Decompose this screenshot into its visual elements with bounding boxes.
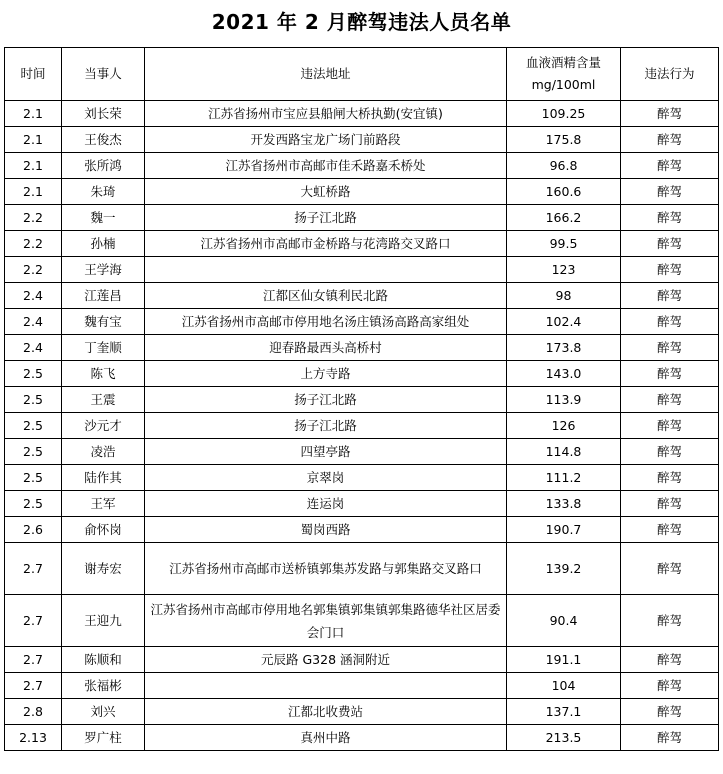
cell-behavior: 醉驾 (621, 101, 719, 127)
cell-bac: 102.4 (507, 309, 621, 335)
cell-address: 扬子江北路 (145, 413, 507, 439)
cell-address: 连运岗 (145, 491, 507, 517)
table-row (5, 335, 719, 361)
cell-person: 王学海 (62, 257, 145, 283)
cell-address: 扬子江北路 (145, 205, 507, 231)
cell-bac: 133.8 (507, 491, 621, 517)
cell-person: 陈顺和 (62, 647, 145, 673)
cell-bac: 190.7 (507, 517, 621, 543)
cell-date: 2.5 (5, 439, 62, 465)
cell-date: 2.7 (5, 647, 62, 673)
cell-date: 2.6 (5, 517, 62, 543)
cell-date: 2.1 (5, 179, 62, 205)
cell-person: 凌浩 (62, 439, 145, 465)
cell-address: 江都北收费站 (145, 699, 507, 725)
cell-address: 开发西路宝龙广场门前路段 (145, 127, 507, 153)
cell-address: 蜀岗西路 (145, 517, 507, 543)
table-row (5, 309, 719, 335)
cell-date: 2.5 (5, 387, 62, 413)
cell-date: 2.1 (5, 153, 62, 179)
cell-behavior: 醉驾 (621, 465, 719, 491)
cell-behavior: 醉驾 (621, 413, 719, 439)
cell-behavior: 醉驾 (621, 595, 719, 647)
cell-address: 元辰路 G328 涵洞附近 (145, 647, 507, 673)
cell-person: 俞怀岗 (62, 517, 145, 543)
cell-person: 孙楠 (62, 231, 145, 257)
table-row (5, 101, 719, 127)
cell-behavior: 醉驾 (621, 309, 719, 335)
cell-bac: 111.2 (507, 465, 621, 491)
violators-table (4, 47, 719, 751)
cell-bac: 166.2 (507, 205, 621, 231)
cell-behavior: 醉驾 (621, 699, 719, 725)
cell-bac: 191.1 (507, 647, 621, 673)
cell-person: 陆作其 (62, 465, 145, 491)
cell-date: 2.5 (5, 361, 62, 387)
column-header-behavior: 违法行为 (621, 48, 719, 101)
cell-date: 2.8 (5, 699, 62, 725)
cell-date: 2.2 (5, 205, 62, 231)
table-body (5, 101, 719, 751)
cell-address: 四望亭路 (145, 439, 507, 465)
cell-date: 2.4 (5, 283, 62, 309)
cell-behavior: 醉驾 (621, 205, 719, 231)
table-row (5, 127, 719, 153)
cell-person: 沙元才 (62, 413, 145, 439)
cell-behavior: 醉驾 (621, 127, 719, 153)
cell-behavior: 醉驾 (621, 491, 719, 517)
cell-person: 罗广柱 (62, 725, 145, 751)
cell-date: 2.7 (5, 673, 62, 699)
table-row (5, 465, 719, 491)
cell-date: 2.7 (5, 595, 62, 647)
cell-person: 江莲昌 (62, 283, 145, 309)
cell-address: 江苏省扬州市高邮市金桥路与花湾路交叉路口 (145, 231, 507, 257)
cell-bac: 126 (507, 413, 621, 439)
cell-behavior: 醉驾 (621, 361, 719, 387)
cell-person: 王震 (62, 387, 145, 413)
cell-bac: 96.8 (507, 153, 621, 179)
table-row (5, 231, 719, 257)
table-row (5, 699, 719, 725)
cell-bac: 109.25 (507, 101, 621, 127)
cell-date: 2.4 (5, 335, 62, 361)
cell-address: 扬子江北路 (145, 387, 507, 413)
table-row (5, 517, 719, 543)
cell-date: 2.5 (5, 491, 62, 517)
table-row (5, 543, 719, 595)
cell-address: 江都区仙女镇利民北路 (145, 283, 507, 309)
cell-address: 真州中路 (145, 725, 507, 751)
cell-date: 2.5 (5, 413, 62, 439)
table-row (5, 153, 719, 179)
cell-person: 刘长荣 (62, 101, 145, 127)
cell-person: 王俊杰 (62, 127, 145, 153)
cell-bac: 104 (507, 673, 621, 699)
cell-behavior: 醉驾 (621, 387, 719, 413)
cell-date: 2.13 (5, 725, 62, 751)
table-row (5, 179, 719, 205)
cell-person: 刘兴 (62, 699, 145, 725)
table-row (5, 673, 719, 699)
cell-person: 张所鸿 (62, 153, 145, 179)
cell-behavior: 醉驾 (621, 439, 719, 465)
cell-date: 2.5 (5, 465, 62, 491)
bac-header-label: 血液酒精含量 (525, 55, 601, 70)
cell-person: 王迎九 (62, 595, 145, 647)
table-row (5, 257, 719, 283)
cell-bac: 90.4 (507, 595, 621, 647)
cell-person: 朱琦 (62, 179, 145, 205)
table-header-row (5, 48, 719, 101)
table-row (5, 647, 719, 673)
table-row (5, 387, 719, 413)
cell-behavior: 醉驾 (621, 179, 719, 205)
cell-behavior: 醉驾 (621, 283, 719, 309)
bac-header-unit: mg/100ml (531, 77, 596, 92)
cell-behavior: 醉驾 (621, 673, 719, 699)
cell-bac: 213.5 (507, 725, 621, 751)
cell-bac: 113.9 (507, 387, 621, 413)
cell-address: 江苏省扬州市宝应县船闸大桥执勤(安宜镇) (145, 101, 507, 127)
cell-address: 江苏省扬州市高邮市停用地名汤庄镇汤高路高家组处 (145, 309, 507, 335)
column-header-bac (507, 48, 621, 101)
cell-bac: 137.1 (507, 699, 621, 725)
cell-bac: 160.6 (507, 179, 621, 205)
cell-person: 王军 (62, 491, 145, 517)
cell-address (145, 673, 507, 699)
cell-behavior: 醉驾 (621, 231, 719, 257)
table-row (5, 725, 719, 751)
cell-date: 2.7 (5, 543, 62, 595)
cell-address: 京翠岗 (145, 465, 507, 491)
table-row (5, 439, 719, 465)
table-row (5, 595, 719, 647)
cell-bac: 143.0 (507, 361, 621, 387)
cell-address: 上方寺路 (145, 361, 507, 387)
cell-address (145, 257, 507, 283)
cell-address: 大虹桥路 (145, 179, 507, 205)
cell-person: 魏有宝 (62, 309, 145, 335)
cell-date: 2.1 (5, 101, 62, 127)
cell-behavior: 醉驾 (621, 257, 719, 283)
column-header-address: 违法地址 (145, 48, 507, 101)
cell-date: 2.2 (5, 257, 62, 283)
cell-person: 丁奎顺 (62, 335, 145, 361)
cell-bac: 98 (507, 283, 621, 309)
cell-behavior: 醉驾 (621, 335, 719, 361)
cell-date: 2.4 (5, 309, 62, 335)
cell-behavior: 醉驾 (621, 153, 719, 179)
cell-bac: 139.2 (507, 543, 621, 595)
cell-address: 迎春路最西头高桥村 (145, 335, 507, 361)
cell-behavior: 醉驾 (621, 647, 719, 673)
cell-bac: 99.5 (507, 231, 621, 257)
table-row (5, 283, 719, 309)
cell-bac: 173.8 (507, 335, 621, 361)
column-header-person: 当事人 (62, 48, 145, 101)
cell-bac: 114.8 (507, 439, 621, 465)
table-row (5, 361, 719, 387)
table-row (5, 491, 719, 517)
cell-bac: 175.8 (507, 127, 621, 153)
table-row (5, 205, 719, 231)
cell-person: 陈飞 (62, 361, 145, 387)
page-title: 2021 年 2 月醉驾违法人员名单 (211, 10, 512, 34)
cell-address: 江苏省扬州市高邮市停用地名郭集镇郭集镇郭集路德华社区居委会门口 (145, 595, 507, 647)
cell-behavior: 醉驾 (621, 517, 719, 543)
cell-person: 张福彬 (62, 673, 145, 699)
cell-behavior: 醉驾 (621, 725, 719, 751)
column-header-date: 时间 (5, 48, 62, 101)
cell-behavior: 醉驾 (621, 543, 719, 595)
cell-date: 2.1 (5, 127, 62, 153)
cell-bac: 123 (507, 257, 621, 283)
cell-person: 谢寿宏 (62, 543, 145, 595)
cell-date: 2.2 (5, 231, 62, 257)
cell-address: 江苏省扬州市高邮市送桥镇郭集苏发路与郭集路交叉路口 (145, 543, 507, 595)
table-row (5, 413, 719, 439)
cell-person: 魏一 (62, 205, 145, 231)
cell-address: 江苏省扬州市高邮市佳禾路嘉禾桥处 (145, 153, 507, 179)
